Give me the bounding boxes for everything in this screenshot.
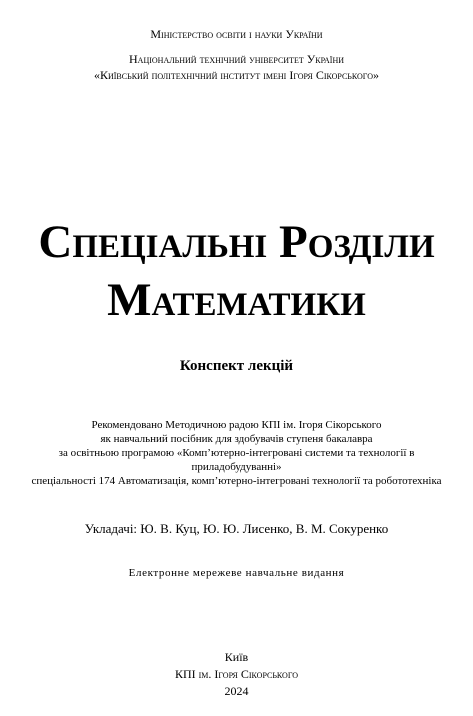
ministry-name: Міністерство освіти і науки України xyxy=(150,27,323,41)
recommendation-line-4: приладобудуванні» xyxy=(191,461,282,473)
institute-name: «Київський політехнічний інститут імені Ігоря Сікорського» xyxy=(93,68,379,82)
publication-year: 2024 xyxy=(224,684,249,698)
university-name: Національний технічний університет України xyxy=(129,52,344,66)
recommendation-line-2: як навчальний посібник для здобувачів ступеня бакалавра xyxy=(100,433,373,445)
publisher-name: КПІ ім. Ігоря Сікорського xyxy=(174,667,299,681)
authors: Укладачі: Ю. В. Куц, Ю. Ю. Лисенко, В. М. Сокуренко xyxy=(84,521,389,536)
document-title-line-1: Спеціальні Розділи xyxy=(38,216,435,268)
recommendation-line-3: за освітньою програмою «Комп’ютерно-інтегровані системи та технології в xyxy=(58,447,415,459)
document-title-line-2: Математики xyxy=(107,274,366,326)
recommendation-line-1: Рекомендовано Методичною радою КПІ ім. Ігоря Сікорського xyxy=(91,419,382,431)
recommendation-line-5: спеціальності 174 Автоматизація, комп’ютерно-інтегровані технології та робототехніка xyxy=(31,475,442,487)
publication-city: Київ xyxy=(224,650,249,664)
document-subtitle: Конспект лекцій xyxy=(179,358,294,374)
edition-type: Електронне мережеве навчальне видання xyxy=(128,567,345,579)
